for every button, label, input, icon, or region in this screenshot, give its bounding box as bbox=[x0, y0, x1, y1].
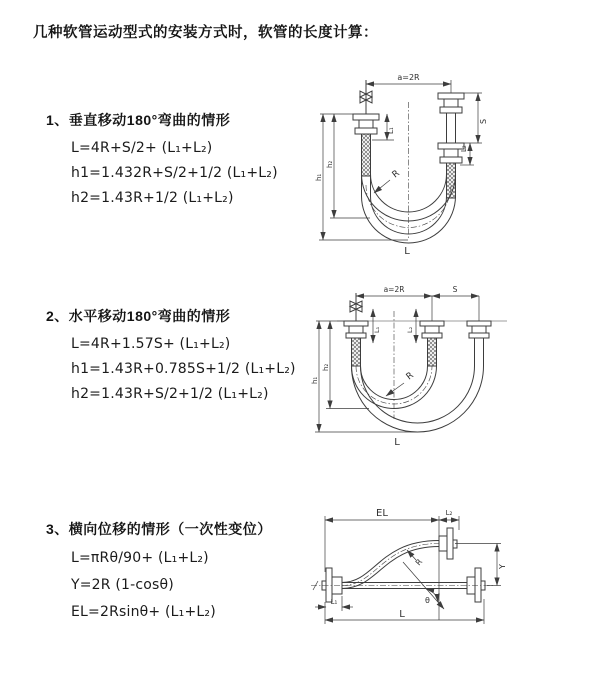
valve-icon bbox=[360, 80, 372, 114]
diagram-horizontal-180-bend bbox=[309, 281, 594, 459]
braided-hose-section bbox=[428, 338, 437, 366]
dim-label-l: L bbox=[399, 609, 405, 620]
braided-hose-section bbox=[362, 134, 371, 176]
diagram-vertical-180-bend bbox=[312, 66, 587, 266]
dim-label-l1: L₁ bbox=[387, 127, 395, 134]
dim-label-r: R bbox=[404, 370, 416, 383]
dim-label-h1: h₁ bbox=[315, 173, 323, 181]
section-1-formulas bbox=[71, 136, 278, 211]
formula-line: L=4R+S/2+ (L₁+L₂) bbox=[71, 140, 213, 156]
formula-line: Y=2R (1-cosθ) bbox=[71, 577, 174, 593]
dim-label-theta: θ bbox=[425, 596, 430, 605]
braided-hose-section bbox=[447, 163, 456, 198]
hose-assembly bbox=[311, 528, 493, 609]
hose-displaced-position bbox=[342, 541, 439, 589]
flange-left bbox=[322, 568, 342, 602]
section-3 bbox=[0, 519, 310, 644]
dimension-labels bbox=[331, 508, 507, 620]
dim-label-l2: L₂ bbox=[445, 509, 453, 517]
dimension-lines bbox=[315, 296, 479, 432]
dim-label-el: EL bbox=[376, 508, 388, 519]
dim-label-h1: h₁ bbox=[311, 376, 319, 384]
section-3-heading: 3、横向位移的情形（一次性变位） bbox=[46, 521, 272, 537]
formula-line: L=πRθ/90+ (L₁+L₂) bbox=[71, 550, 209, 566]
flange-right bbox=[467, 568, 485, 602]
page-title: 几种软管运动型式的安装方式时，软管的长度计算： bbox=[33, 25, 378, 41]
formula-line: h1=1.43R+0.785S+1/2 (L₁+L₂) bbox=[71, 361, 296, 377]
dim-label-r: R bbox=[390, 168, 402, 181]
section-2-heading: 2、水平移动180°弯曲的情形 bbox=[46, 308, 231, 324]
section-1-heading: 1、垂直移动180°弯曲的情形 bbox=[46, 112, 231, 128]
dim-label-s: S bbox=[479, 118, 488, 124]
section-3-formulas bbox=[71, 545, 216, 626]
section-2-formulas bbox=[71, 332, 296, 407]
flange-left bbox=[344, 321, 368, 338]
dim-label-a2r: a=2R bbox=[383, 285, 405, 294]
dimension-lines bbox=[315, 516, 501, 624]
flange-right-upper bbox=[438, 93, 464, 113]
section-1 bbox=[0, 110, 310, 230]
hose-assembly bbox=[337, 293, 507, 432]
hose-assembly bbox=[353, 80, 464, 243]
diagram-lateral-displacement bbox=[297, 502, 597, 662]
flange-right bbox=[467, 321, 491, 338]
dim-label-a2r: a=2R bbox=[397, 73, 420, 82]
dim-label-l: L bbox=[394, 437, 400, 448]
dim-label-h2: h₂ bbox=[322, 363, 330, 371]
flange-upper-right bbox=[439, 528, 457, 559]
formula-line: h2=1.43R+1/2 (L₁+L₂) bbox=[71, 190, 234, 206]
formula-line: EL=2Rsinθ+ (L₁+L₂) bbox=[71, 604, 216, 620]
dim-label-l2: L₂ bbox=[406, 326, 414, 333]
section-2 bbox=[0, 306, 310, 426]
flange-middle bbox=[420, 321, 444, 338]
dim-label-y: Y bbox=[498, 564, 507, 569]
dim-label-s: S bbox=[452, 285, 458, 294]
hose-u-bends bbox=[352, 366, 484, 432]
flange-left bbox=[353, 114, 379, 134]
valve-icon bbox=[350, 293, 362, 321]
formula-line: L=4R+1.57S+ (L₁+L₂) bbox=[71, 336, 231, 352]
dim-label-h2: h₂ bbox=[326, 160, 334, 168]
dim-label-l: L bbox=[404, 246, 410, 257]
dim-label-r: R bbox=[413, 557, 425, 568]
formula-line: h2=1.43R+S/2+1/2 (L₁+L₂) bbox=[71, 386, 269, 402]
braided-hose-section bbox=[352, 338, 361, 366]
dim-label-l2: L₂ bbox=[460, 145, 468, 152]
dim-label-l1: L₁ bbox=[330, 598, 338, 606]
formula-line: h1=1.432R+S/2+1/2 (L₁+L₂) bbox=[71, 165, 278, 181]
dim-label-l1: L₁ bbox=[373, 326, 381, 333]
